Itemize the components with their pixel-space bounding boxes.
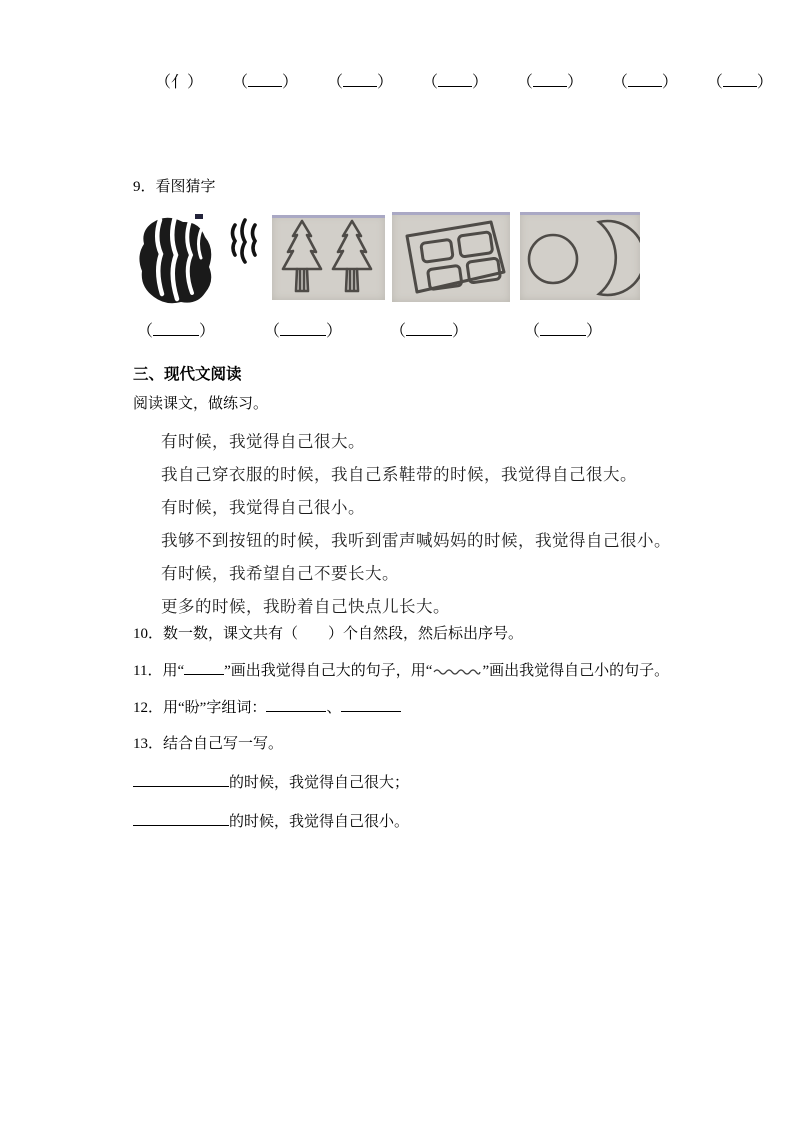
wavy-line-blank <box>433 666 481 675</box>
worksheet-page <box>133 70 773 833</box>
blank-parens: （ ） <box>137 318 215 341</box>
passage-line: 更多的时候，我盼着自己快点儿长大。 <box>161 597 450 616</box>
answer-blank-line <box>280 320 326 336</box>
answer-blank-line <box>343 71 377 87</box>
question-9-label: 9．看图猜字 <box>133 179 216 195</box>
ancient-water-script <box>226 216 262 264</box>
blank-parens: （ ） <box>232 69 298 92</box>
answer-blank-line <box>540 320 586 336</box>
passage-line: 有时候，我希望自己不要长大。 <box>161 564 399 583</box>
question-10: 10．数一数，课文共有（ ）个自然段，然后标出序号。 <box>133 626 524 642</box>
answer-blank-line <box>533 71 567 87</box>
blank-parens: （ ） <box>612 69 678 92</box>
blank-parens: （ ） <box>327 69 393 92</box>
sun-circle <box>529 235 577 283</box>
blank-parens: （ ） <box>524 318 602 341</box>
answer-blank-line <box>438 71 472 87</box>
word-blank-line <box>266 696 326 712</box>
passage-line: 我自己穿衣服的时候，我自己系鞋带的时候，我觉得自己很大。 <box>161 465 637 484</box>
blank-parens: （ ） <box>264 318 342 341</box>
solid-line-blank <box>184 659 224 675</box>
answer-blank-line <box>406 320 452 336</box>
question-11: 11．用“ ”画出我觉得自己大的句子，用“ ”画出我觉得自己小的句子。 <box>133 659 773 682</box>
word-blank-line <box>341 696 401 712</box>
reading-passage <box>133 425 773 623</box>
sentence-blank-line <box>133 771 229 787</box>
blank-parens: （ ） <box>390 318 468 341</box>
answer-blank-line <box>153 320 199 336</box>
q9-answer-row <box>133 318 773 342</box>
waterfall-ink-drawing <box>133 210 218 306</box>
passage-line: 有时候，我觉得自己很小。 <box>161 498 365 517</box>
fill-in-sentence: 的时候，我觉得自己很小。 <box>133 810 773 833</box>
blank-parens: （ ） <box>707 69 773 92</box>
answer-blank-line <box>628 71 662 87</box>
two-pine-trees-photo <box>272 215 385 300</box>
fill-in-sentence: 的时候，我觉得自己很大； <box>133 771 773 794</box>
picture-riddle-figures <box>133 210 773 308</box>
answer-blank-line <box>248 71 282 87</box>
answer-blank-line <box>723 71 757 87</box>
blank-parens: （ ） <box>517 69 583 92</box>
reading-intro: 阅读课文，做练习。 <box>133 396 269 412</box>
blank-parens: （ ） <box>422 69 488 92</box>
section-heading: 三、现代文阅读 <box>133 366 242 383</box>
sun-and-crescent-moon-photo <box>520 212 640 300</box>
four-square-field-photo <box>392 212 510 302</box>
passage-line: 我够不到按钮的时候，我听到雷声喊妈妈的时候，我觉得自己很小。 <box>161 531 671 550</box>
question-13: 13．结合自己写一写。 <box>133 736 284 752</box>
passage-line: 有时候，我觉得自己很大。 <box>161 432 365 451</box>
radical-answer-row <box>133 70 773 92</box>
sentence-blank-line <box>133 810 229 826</box>
question-12: 12．用“盼”字组词： 、 <box>133 696 773 719</box>
radical-answer-filled: （亻） <box>155 74 204 91</box>
crescent-moon <box>599 221 640 295</box>
